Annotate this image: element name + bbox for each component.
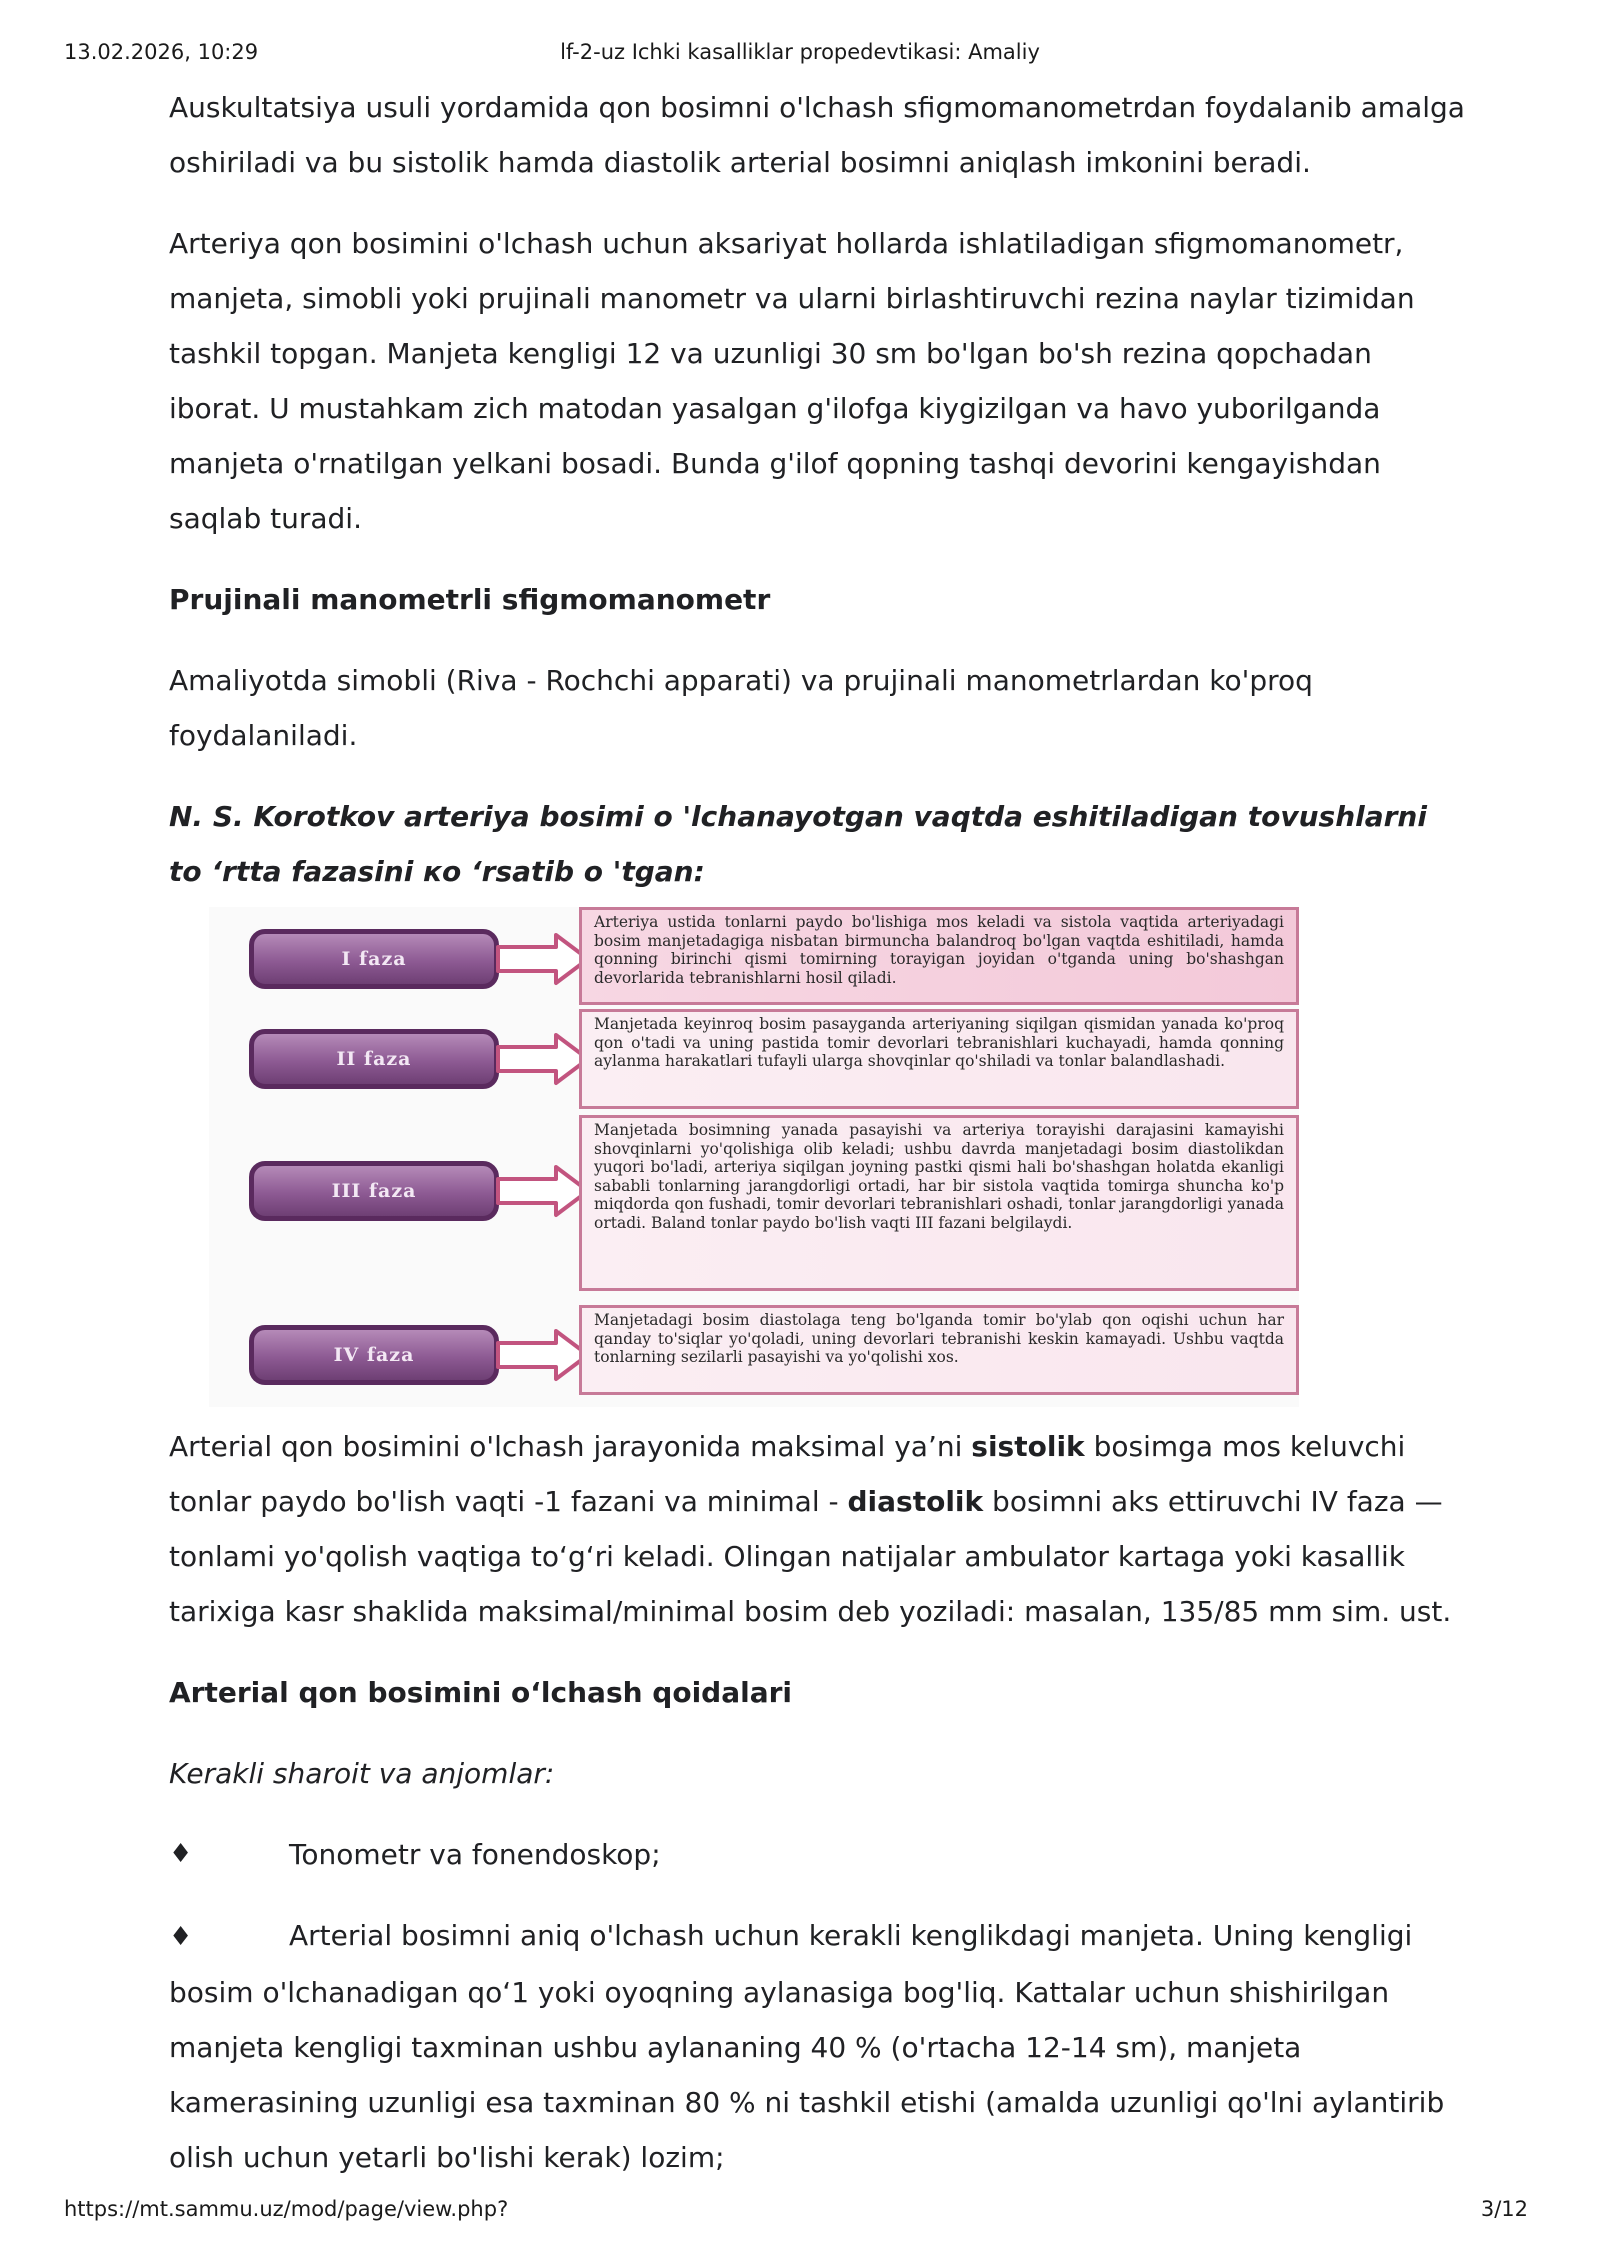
phase-text-1: Arteriya ustida tonlarni paydo bo'lishiga mos keladi va sistola vaqtida arteriyadagi bosim manjetadagiga nisbatan birmuncha balandroq bo'lgan vaqtda eshitiladi, hamda qonning birinchi qismi tomirning torayigan joyidan o'tganda uning bo'shashgan devorlarida tebranishlarni hosil qiladi. <box>579 907 1299 1005</box>
bullet-text-1: Tonometr va fonendoskop; <box>289 1838 661 1871</box>
term-diastolic: diastolik <box>847 1485 984 1518</box>
print-page-title: lf-2-uz Ichki kasalliklar propedevtikasi: Amaliy <box>560 40 1040 64</box>
page-content <box>169 80 1469 2185</box>
korotkov-phases-figure <box>209 907 1299 1407</box>
phase-text-2: Manjetada keyinroq bosim pasayganda arteriyaning siqilgan qismidan yanada ko'proq qon o'tadi va uning pastida tomir devorlari tebranishlari kuchayadi, hamda qonning aylanma harakatlari tufayli ularga shovqinlar qo'shiladi va tonlar balandlashadi. <box>579 1009 1299 1109</box>
print-page-number: 3/12 <box>1480 2197 1528 2221</box>
bullet-text-2: Arterial bosimni aniq o'lchash uchun kerakli kenglikdagi manjeta. Uning kengligi bosim o'lchanadigan qo‘1 yoki oyoqning aylanasiga bog'liq. Kattalar uchun shishirilgan manjeta kengligi taxminan ushbu aylananing 40 % (o'rtacha 12-14 sm), manjeta kamerasining uzunligi esa taxminan 80 % ni tashkil etishi (amalda uzunligi qo'lni aylantirib olish uchun yetarli bo'lishi kerak) lozim; <box>169 1919 1445 2174</box>
print-url: https://mt.sammu.uz/mod/page/view.php? <box>64 2197 509 2221</box>
text-segment: Arterial qon bosimini o'lchash jarayonida maksimal ya’ni <box>169 1430 972 1463</box>
heading-korotkov: N. S. Korotkov arteriya bosimi o 'lchanayotgan vaqtda eshitiladigan tovushlarni to ‘rtta fazasini кo ‘rsatib o 'tgan: <box>169 800 1427 888</box>
subheading-requirements: Kerakli sharoit va anjomlar: <box>169 1757 555 1790</box>
heading-spring-manometer: Prujinali manometrli sfigmomanometr <box>169 583 771 616</box>
text-segment: bosimni aks ettiruvchi IV faza — tonlami yo'qolish vaqtiga to‘g‘ri keladi. Olingan natijalar ambulator kartaga yoki kasallik tarixiga kasr shaklida maksimal/minimal bosim deb yoziladi: masalan, 135/85 mm sim. ust. <box>169 1485 1452 1628</box>
term-systolic: sistolik <box>971 1430 1085 1463</box>
heading-measurement-rules: Arterial qon bosimini o‘lchash qoidalari <box>169 1676 793 1709</box>
phase-text-3: Manjetada bosimning yanada pasayishi va arteriya torayishi darajasini kamayishi shovqinlarni yo'qolishiga olib keladi; ushbu davrda manjetadagi bosim diastolikdan yuqori bo'ladi, arteriya siqilgan joyning pastki qismi hali bo'shashgan holatda ekanligi sababli tonlarning jarangdorligi ortadi, har bir sistola vaqtida tomirga shuncha ko'p miqdorda qon fushadi, tomir devorlari tebranishlari oshadi, tonlar jarangdorligi yanada ortadi. Baland tonlar paydo bo'lish vaqti III fazani belgilaydi. <box>579 1115 1299 1291</box>
paragraph-practice: Amaliyotda simobli (Riva - Rochchi apparati) va prujinali manometrlardan ko'proq foydalaniladi. <box>169 664 1313 752</box>
diamond-bullet-icon: ♦ <box>169 1922 193 1952</box>
paragraph-systolic-diastolic <box>169 1419 1469 1639</box>
print-datetime: 13.02.2026, 10:29 <box>64 40 259 64</box>
phase-label-4: IV faza <box>249 1325 499 1385</box>
phase-label-1: I faza <box>249 929 499 989</box>
paragraph-sphygmomanometer: Arteriya qon bosimini o'lchash uchun aksariyat hollarda ishlatiladigan sfigmomanometr, manjeta, simobli yoki prujinali manometr va ularni birlashtiruvchi rezina naylar tizimidan tashkil topgan. Manjeta kengligi 12 va uzunligi 30 sm bo'lgan bo'sh rezina qopchadan iborat. U mustahkam zich matodan yasalgan g'ilofga kiygizilgan va havo yuborilganda manjeta o'rnatilgan yelkani bosadi. Bunda g'ilof qopning tashqi devorini kengayishdan saqlab turadi. <box>169 227 1415 535</box>
phase-label-3: III faza <box>249 1161 499 1221</box>
bullet-item-1 <box>169 1827 1469 1882</box>
text-segment: bosimga mos keluvchi tonlar paydo bo'lish vaqti -1 fazani va minimal - <box>169 1430 1406 1518</box>
phase-label-2: II faza <box>249 1029 499 1089</box>
bullet-item-2 <box>169 1908 1469 2185</box>
paragraph-auscultation: Auskultatsiya usuli yordamida qon bosimni o'lchash sfigmomanometrdan foydalanib amalga oshiriladi va bu sistolik hamda diastolik arterial bosimni aniqlash imkonini beradi. <box>169 91 1465 179</box>
diamond-bullet-icon: ♦ <box>169 1839 193 1869</box>
phase-text-4: Manjetadagi bosim diastolaga teng bo'lganda tomir bo'ylab qon oqishi uchun har qanday to'siqlar yo'qoladi, uning devorlari tebranishi keskin kamayadi. Ushbu vaqtda tonlarning sezilarli pasayishi va yo'qolishi xos. <box>579 1305 1299 1395</box>
